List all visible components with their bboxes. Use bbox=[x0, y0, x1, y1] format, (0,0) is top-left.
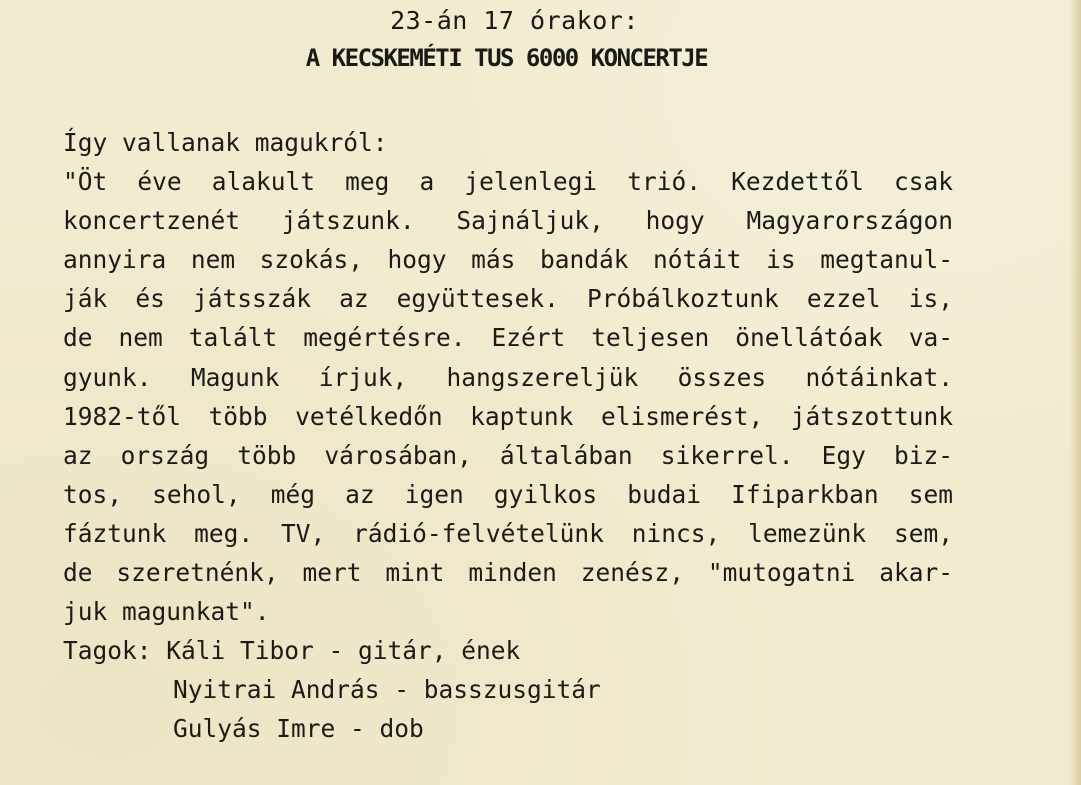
members-line-2: Nyitrai András - basszusgitár bbox=[173, 675, 601, 705]
event-date-time: 23-án 17 órakor: bbox=[390, 6, 639, 35]
quote-line-2: koncertzenét játszunk. Sajnáljuk, hogy Magyarországon bbox=[63, 206, 953, 236]
quote-line-1: "Öt éve alakult meg a jelenlegi trió. Kezdettől csak bbox=[63, 167, 953, 197]
quote-line-4: ják és játsszák az együttesek. Próbálkoztunk ezzel is, bbox=[63, 284, 953, 314]
quote-line-10: fáztunk meg. TV, rádió-felvételünk nincs, lemezünk sem, bbox=[63, 518, 953, 548]
members-line-1: Tagok: Káli Tibor - gitár, ének bbox=[63, 636, 521, 666]
quote-line-11: de szeretnénk, mert mint minden zenész, "mutogatni akar- bbox=[63, 558, 953, 588]
quote-line-8: az ország több városában, általában sikerrel. Egy biz- bbox=[63, 440, 953, 470]
quote-line-5: de nem talált megértésre. Ezért teljesen önellátóak va- bbox=[63, 323, 953, 353]
quote-line-12: juk magunkat". bbox=[63, 597, 270, 627]
event-title: A KECSKEMÉTI TUS 6000 KONCERTJE bbox=[305, 44, 708, 72]
quote-line-9: tos, sehol, még az igen gyilkos budai Ifiparkban sem bbox=[63, 479, 953, 509]
quote-line-3: annyira nem szokás, hogy más bandák nótáit is megtanul- bbox=[63, 245, 953, 275]
intro-line: Így vallanak magukról: bbox=[63, 128, 388, 157]
article-body bbox=[63, 123, 953, 749]
members-line-3: Gulyás Imre - dob bbox=[173, 714, 424, 744]
quote-line-7: 1982-től több vetélkedőn kaptunk elismerést, játszottunk bbox=[63, 401, 953, 431]
paper-edge bbox=[1069, 0, 1081, 785]
quote-line-6: gyunk. Magunk írjuk, hangszereljük összes nótáinkat. bbox=[63, 362, 953, 392]
